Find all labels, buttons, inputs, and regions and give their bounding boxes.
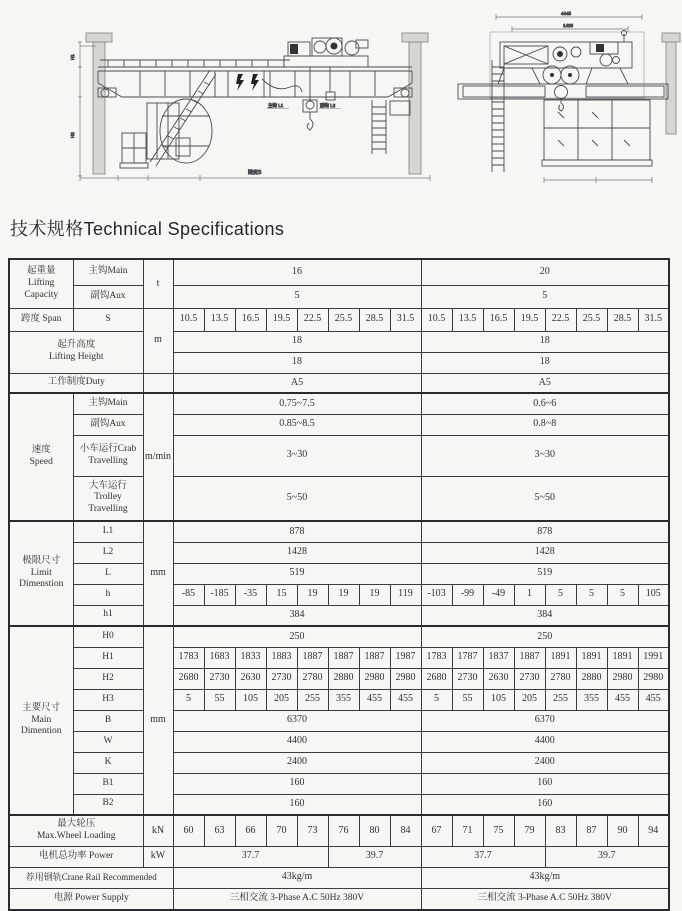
page-title: 技术规格Technical Specifications [10, 219, 285, 239]
spec-cell: 3~30 [421, 435, 669, 476]
spec-row [9, 521, 669, 542]
spec-cell: 2400 [173, 752, 421, 773]
spec-cell: 副钩Aux [73, 414, 143, 435]
spec-cell: 1428 [173, 542, 421, 563]
spec-cell: m [143, 308, 173, 373]
spec-cell: 90 [607, 815, 638, 846]
spec-cell: 主钩Main [73, 393, 143, 414]
spec-cell: 1783 [421, 647, 452, 668]
side-inner-dim-label: 1428 [563, 23, 574, 28]
spec-cell: 6370 [173, 710, 421, 731]
spec-cell: 0.85~8.5 [173, 414, 421, 435]
spec-cell: 19 [359, 584, 390, 605]
spec-cell: 355 [328, 689, 359, 710]
spec-cell: H2 [73, 668, 143, 689]
spec-cell: 1683 [204, 647, 235, 668]
spec-row [9, 846, 669, 867]
span-dimension-label: 跨度S [248, 170, 262, 176]
spec-cell: 22.5 [297, 308, 328, 331]
spec-cell: 76 [328, 815, 359, 846]
spec-cell: 0.75~7.5 [173, 393, 421, 414]
spec-cell: 43kg/m [173, 867, 421, 888]
spec-cell: 5 [607, 584, 638, 605]
spec-cell: 205 [514, 689, 545, 710]
spec-cell: -49 [483, 584, 514, 605]
spec-row [9, 888, 669, 910]
spec-cell: 28.5 [607, 308, 638, 331]
spec-cell: 2730 [204, 668, 235, 689]
spec-cell: 1 [514, 584, 545, 605]
spec-cell: 94 [638, 815, 669, 846]
spec-cell: 22.5 [545, 308, 576, 331]
spec-cell: 79 [514, 815, 545, 846]
spec-cell: 2630 [235, 668, 266, 689]
spec-cell: 5~50 [421, 476, 669, 521]
spec-cell: 19 [297, 584, 328, 605]
spec-cell: 跨度 Span [9, 308, 73, 331]
spec-cell: t [143, 259, 173, 308]
spec-cell: 160 [173, 794, 421, 815]
ladder-front [372, 100, 410, 154]
spec-cell: 80 [359, 815, 390, 846]
spec-cell: mm [143, 626, 173, 815]
spec-cell: 2730 [514, 668, 545, 689]
spec-cell: 1891 [607, 647, 638, 668]
spec-cell: B1 [73, 773, 143, 794]
crab-trolley-front [262, 38, 368, 130]
spec-cell: 255 [545, 689, 576, 710]
spec-cell: 13.5 [204, 308, 235, 331]
spec-cell: 71 [452, 815, 483, 846]
spec-cell: 255 [297, 689, 328, 710]
spec-cell: 1891 [576, 647, 607, 668]
dimension-lines-front [78, 42, 430, 181]
spec-cell: 1883 [266, 647, 297, 668]
spec-cell: 60 [173, 815, 204, 846]
spec-row [9, 668, 669, 689]
spec-cell: 455 [390, 689, 421, 710]
spec-cell: 5~50 [173, 476, 421, 521]
spec-cell: 大车运行 Trolley Travelling [73, 476, 143, 521]
main-hook-label: 主钩 L1 [268, 103, 284, 108]
spec-row [9, 605, 669, 626]
spec-cell: 主钩Main [73, 259, 143, 285]
spec-cell: A5 [421, 373, 669, 393]
spec-cell: 0.6~6 [421, 393, 669, 414]
dim-label-h1: H1 [70, 54, 75, 60]
spec-cell: 1987 [390, 647, 421, 668]
spec-cell: 6370 [421, 710, 669, 731]
spec-cell: 电源 Power Supply [9, 888, 173, 910]
spec-cell: 84 [390, 815, 421, 846]
far-right-column [662, 33, 680, 134]
dimension-baseline-side [544, 177, 652, 183]
spec-cell: 16.5 [483, 308, 514, 331]
spec-row [9, 414, 669, 435]
spec-cell: -99 [452, 584, 483, 605]
ladder-side [492, 60, 504, 172]
spec-cell: L2 [73, 542, 143, 563]
spec-row [9, 794, 669, 815]
spec-cell: 1887 [514, 647, 545, 668]
spec-cell: 1428 [421, 542, 669, 563]
spec-cell: H3 [73, 689, 143, 710]
spec-cell: 384 [173, 605, 421, 626]
spec-cell: 5 [421, 285, 669, 308]
spec-cell: 1991 [638, 647, 669, 668]
spec-cell: 250 [421, 626, 669, 647]
left-runway-column [86, 33, 112, 174]
spec-cell: 31.5 [390, 308, 421, 331]
spec-cell: 19 [328, 584, 359, 605]
spec-cell: 1837 [483, 647, 514, 668]
spec-cell: 起升高度 Lifting Height [9, 331, 143, 373]
spec-cell: 73 [297, 815, 328, 846]
spec-cell: 19.5 [266, 308, 297, 331]
spec-cell: 5 [173, 689, 204, 710]
dim-label-h2: H2 [70, 132, 75, 138]
spec-row [9, 308, 669, 331]
spec-cell: 5 [545, 584, 576, 605]
spec-cell: 16 [173, 259, 421, 285]
spec-cell: 18 [173, 352, 421, 373]
spec-cell: 28.5 [359, 308, 390, 331]
spec-cell: 4400 [421, 731, 669, 752]
spec-cell: 电机总功率 Power [9, 846, 143, 867]
spec-cell: 18 [421, 352, 669, 373]
spec-cell: 4400 [173, 731, 421, 752]
spec-cell: 39.7 [545, 846, 669, 867]
spec-cell: H1 [73, 647, 143, 668]
spec-cell: 105 [638, 584, 669, 605]
spec-cell: 75 [483, 815, 514, 846]
spec-cell: 1891 [545, 647, 576, 668]
spec-cell: 519 [421, 563, 669, 584]
spec-cell: 2880 [328, 668, 359, 689]
spec-cell: 10.5 [173, 308, 204, 331]
spec-cell: 2680 [421, 668, 452, 689]
spec-table [8, 258, 670, 911]
spec-cell: mm [143, 521, 173, 626]
spec-cell: 39.7 [328, 846, 421, 867]
crane-technical-drawing [0, 4, 682, 214]
spec-cell: K [73, 752, 143, 773]
spec-cell: 三相交流 3-Phase A.C 50Hz 380V [173, 888, 421, 910]
spec-cell: W [73, 731, 143, 752]
spec-cell: 20 [421, 259, 669, 285]
spec-cell: -35 [235, 584, 266, 605]
spec-row [9, 285, 669, 308]
spec-cell [143, 373, 173, 393]
spec-cell: 起重量 Lifting Capacity [9, 259, 73, 308]
spec-cell: 87 [576, 815, 607, 846]
spec-cell: 5 [421, 689, 452, 710]
spec-cell: 205 [266, 689, 297, 710]
spec-cell: 519 [173, 563, 421, 584]
spec-row [9, 710, 669, 731]
spec-cell: m/min [143, 393, 173, 521]
spec-cell: 主要尺寸 Main Dimention [9, 626, 73, 815]
aux-hook-label: 副钩 L2 [320, 103, 336, 108]
spec-cell: B2 [73, 794, 143, 815]
spec-row [9, 689, 669, 710]
spec-cell: 1787 [452, 647, 483, 668]
spec-cell: 10.5 [421, 308, 452, 331]
spec-cell: 160 [421, 773, 669, 794]
spec-row [9, 584, 669, 605]
spec-cell: 3~30 [173, 435, 421, 476]
spec-cell: h [73, 584, 143, 605]
spec-cell: 2780 [545, 668, 576, 689]
spec-cell: 384 [421, 605, 669, 626]
spec-cell: 15 [266, 584, 297, 605]
spec-cell: 2780 [297, 668, 328, 689]
spec-row [9, 259, 669, 285]
spec-cell: -103 [421, 584, 452, 605]
spec-cell: 2630 [483, 668, 514, 689]
spec-cell: 2680 [173, 668, 204, 689]
spec-cell: 最大轮压 Max.Wheel Loading [9, 815, 143, 846]
spec-cell: 2400 [421, 752, 669, 773]
spec-cell: h1 [73, 605, 143, 626]
spec-row [9, 815, 669, 846]
spec-cell: 160 [173, 773, 421, 794]
spec-cell: 2980 [607, 668, 638, 689]
spec-cell: 13.5 [452, 308, 483, 331]
spec-cell: 1783 [173, 647, 204, 668]
spec-row [9, 752, 669, 773]
spec-cell: 455 [607, 689, 638, 710]
spec-row [9, 542, 669, 563]
side-outer-dim-label: 4445 [561, 11, 572, 16]
spec-cell: 31.5 [638, 308, 669, 331]
spec-cell: 2880 [576, 668, 607, 689]
spec-cell: 2980 [390, 668, 421, 689]
spec-cell: 0.8~8 [421, 414, 669, 435]
spec-cell: H0 [73, 626, 143, 647]
spec-cell: 43kg/m [421, 867, 669, 888]
spec-cell: 18 [173, 331, 421, 352]
spec-cell: 18 [421, 331, 669, 352]
spec-cell: 荐用钢轨Crane Rail Recommended [9, 867, 173, 888]
spec-cell: 250 [173, 626, 421, 647]
spec-cell: 119 [390, 584, 421, 605]
spec-row [9, 867, 669, 888]
spec-cell: 副钩Aux [73, 285, 143, 308]
spec-cell: 19.5 [514, 308, 545, 331]
spec-cell: S [73, 308, 143, 331]
spec-cell: 455 [638, 689, 669, 710]
spec-cell: 2730 [266, 668, 297, 689]
spec-cell: 455 [359, 689, 390, 710]
spec-cell: 25.5 [328, 308, 359, 331]
spec-cell: 工作制度Duty [9, 373, 143, 393]
spec-row [9, 626, 669, 647]
spec-cell: 2980 [638, 668, 669, 689]
spec-cell: kW [143, 846, 173, 867]
spec-row [9, 476, 669, 521]
spec-cell: 63 [204, 815, 235, 846]
spec-cell: 1887 [328, 647, 359, 668]
spec-cell: 25.5 [576, 308, 607, 331]
spec-cell: 16.5 [235, 308, 266, 331]
spec-cell: 55 [452, 689, 483, 710]
spec-cell: 极限尺寸 Limit Dimenstion [9, 521, 73, 626]
spec-row [9, 373, 669, 393]
spec-row [9, 331, 669, 352]
spec-cell: 1833 [235, 647, 266, 668]
spec-cell: 355 [576, 689, 607, 710]
spec-cell: L1 [73, 521, 143, 542]
spec-cell: 1887 [297, 647, 328, 668]
spec-cell: 55 [204, 689, 235, 710]
spec-row [9, 773, 669, 794]
spec-row [9, 435, 669, 476]
lightning-icon [236, 74, 259, 91]
spec-cell: kN [143, 815, 173, 846]
spec-cell: B [73, 710, 143, 731]
spec-cell: 70 [266, 815, 297, 846]
spec-cell: 105 [235, 689, 266, 710]
spec-cell: 66 [235, 815, 266, 846]
spec-cell: 速度 Speed [9, 393, 73, 521]
spec-cell: 5 [576, 584, 607, 605]
spec-cell: 小车运行Crab Travelling [73, 435, 143, 476]
spec-cell: 83 [545, 815, 576, 846]
spec-cell: 5 [173, 285, 421, 308]
spec-cell: 67 [421, 815, 452, 846]
spec-cell: -85 [173, 584, 204, 605]
spec-cell: 160 [421, 794, 669, 815]
spec-row [9, 563, 669, 584]
spec-cell: -185 [204, 584, 235, 605]
spec-row [9, 647, 669, 668]
operator-cab-side [542, 100, 652, 166]
spec-cell: 1887 [359, 647, 390, 668]
spec-row [9, 731, 669, 752]
spec-cell: 2730 [452, 668, 483, 689]
operator-cab-front [120, 70, 216, 168]
spec-cell: L [73, 563, 143, 584]
spec-cell: 2980 [359, 668, 390, 689]
spec-cell: 878 [173, 521, 421, 542]
spec-cell: 37.7 [173, 846, 328, 867]
spec-cell: 105 [483, 689, 514, 710]
spec-cell: 878 [421, 521, 669, 542]
spec-cell: 37.7 [421, 846, 545, 867]
spec-row [9, 393, 669, 414]
spec-cell: 三相交流 3-Phase A.C 50Hz 380V [421, 888, 669, 910]
right-runway-column [402, 33, 428, 174]
spec-cell: A5 [173, 373, 421, 393]
